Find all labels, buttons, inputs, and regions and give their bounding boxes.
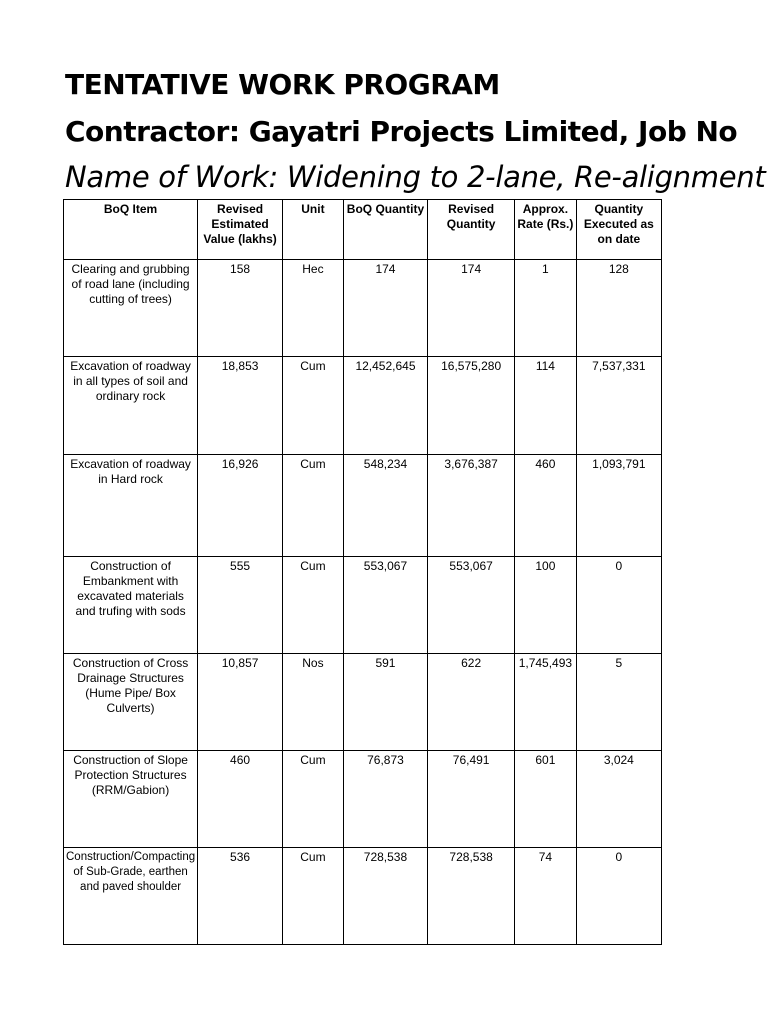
work-name-line: Name of Work: Widening to 2-lane, Re-alignment bbox=[65, 160, 766, 194]
cell-revised-quantity: 16,575,280 bbox=[428, 357, 515, 455]
cell-unit: Nos bbox=[283, 654, 344, 751]
header-quantity-executed: Quantity Executed as on date bbox=[576, 200, 661, 260]
header-boq-item: BoQ Item bbox=[64, 200, 198, 260]
header-unit: Unit bbox=[283, 200, 344, 260]
cell-revised-value: 16,926 bbox=[198, 455, 283, 557]
cell-executed: 5 bbox=[576, 654, 661, 751]
table-row bbox=[64, 260, 662, 357]
cell-rate: 1 bbox=[515, 260, 577, 357]
cell-boq-quantity: 548,234 bbox=[343, 455, 427, 557]
cell-boq-quantity: 12,452,645 bbox=[343, 357, 427, 455]
cell-revised-quantity: 622 bbox=[428, 654, 515, 751]
cell-revised-quantity: 553,067 bbox=[428, 557, 515, 654]
table-row bbox=[64, 848, 662, 945]
table-header-row bbox=[64, 200, 662, 260]
header-revised-estimated-value: Revised Estimated Value (lakhs) bbox=[198, 200, 283, 260]
document-title: TENTATIVE WORK PROGRAM bbox=[65, 68, 500, 101]
cell-unit: Cum bbox=[283, 848, 344, 945]
cell-rate: 601 bbox=[515, 751, 577, 848]
cell-unit: Cum bbox=[283, 751, 344, 848]
contractor-line: Contractor: Gayatri Projects Limited, Job No bbox=[65, 115, 738, 148]
cell-revised-quantity: 3,676,387 bbox=[428, 455, 515, 557]
cell-boq-item: Construction/Compacting of Sub-Grade, earthen and paved shoulder bbox=[64, 848, 198, 945]
cell-boq-quantity: 553,067 bbox=[343, 557, 427, 654]
cell-boq-item: Construction of Embankment with excavated materials and trufing with sods bbox=[64, 557, 198, 654]
header-boq-quantity: BoQ Quantity bbox=[343, 200, 427, 260]
boq-table bbox=[63, 199, 662, 945]
cell-unit: Cum bbox=[283, 357, 344, 455]
table-row bbox=[64, 654, 662, 751]
cell-boq-quantity: 174 bbox=[343, 260, 427, 357]
cell-unit: Cum bbox=[283, 455, 344, 557]
cell-executed: 3,024 bbox=[576, 751, 661, 848]
table-row bbox=[64, 455, 662, 557]
cell-revised-quantity: 728,538 bbox=[428, 848, 515, 945]
cell-unit: Cum bbox=[283, 557, 344, 654]
cell-boq-item: Construction of Cross Drainage Structures (Hume Pipe/ Box Culverts) bbox=[64, 654, 198, 751]
cell-revised-value: 10,857 bbox=[198, 654, 283, 751]
cell-executed: 7,537,331 bbox=[576, 357, 661, 455]
cell-boq-quantity: 591 bbox=[343, 654, 427, 751]
cell-boq-item: Clearing and grubbing of road lane (including cutting of trees) bbox=[64, 260, 198, 357]
cell-revised-quantity: 174 bbox=[428, 260, 515, 357]
cell-executed: 1,093,791 bbox=[576, 455, 661, 557]
cell-executed: 0 bbox=[576, 848, 661, 945]
cell-rate: 114 bbox=[515, 357, 577, 455]
cell-boq-item: Excavation of roadway in all types of soil and ordinary rock bbox=[64, 357, 198, 455]
cell-revised-value: 536 bbox=[198, 848, 283, 945]
cell-boq-quantity: 728,538 bbox=[343, 848, 427, 945]
cell-rate: 1,745,493 bbox=[515, 654, 577, 751]
cell-executed: 128 bbox=[576, 260, 661, 357]
cell-boq-item: Excavation of roadway in Hard rock bbox=[64, 455, 198, 557]
cell-rate: 460 bbox=[515, 455, 577, 557]
cell-unit: Hec bbox=[283, 260, 344, 357]
cell-revised-value: 555 bbox=[198, 557, 283, 654]
cell-boq-item: Construction of Slope Protection Structures (RRM/Gabion) bbox=[64, 751, 198, 848]
cell-revised-value: 460 bbox=[198, 751, 283, 848]
table-row bbox=[64, 557, 662, 654]
cell-executed: 0 bbox=[576, 557, 661, 654]
cell-revised-quantity: 76,491 bbox=[428, 751, 515, 848]
cell-revised-value: 158 bbox=[198, 260, 283, 357]
table-row bbox=[64, 751, 662, 848]
cell-rate: 100 bbox=[515, 557, 577, 654]
cell-revised-value: 18,853 bbox=[198, 357, 283, 455]
cell-rate: 74 bbox=[515, 848, 577, 945]
header-approx-rate: Approx. Rate (Rs.) bbox=[515, 200, 577, 260]
table-row bbox=[64, 357, 662, 455]
header-revised-quantity: Revised Quantity bbox=[428, 200, 515, 260]
cell-boq-quantity: 76,873 bbox=[343, 751, 427, 848]
